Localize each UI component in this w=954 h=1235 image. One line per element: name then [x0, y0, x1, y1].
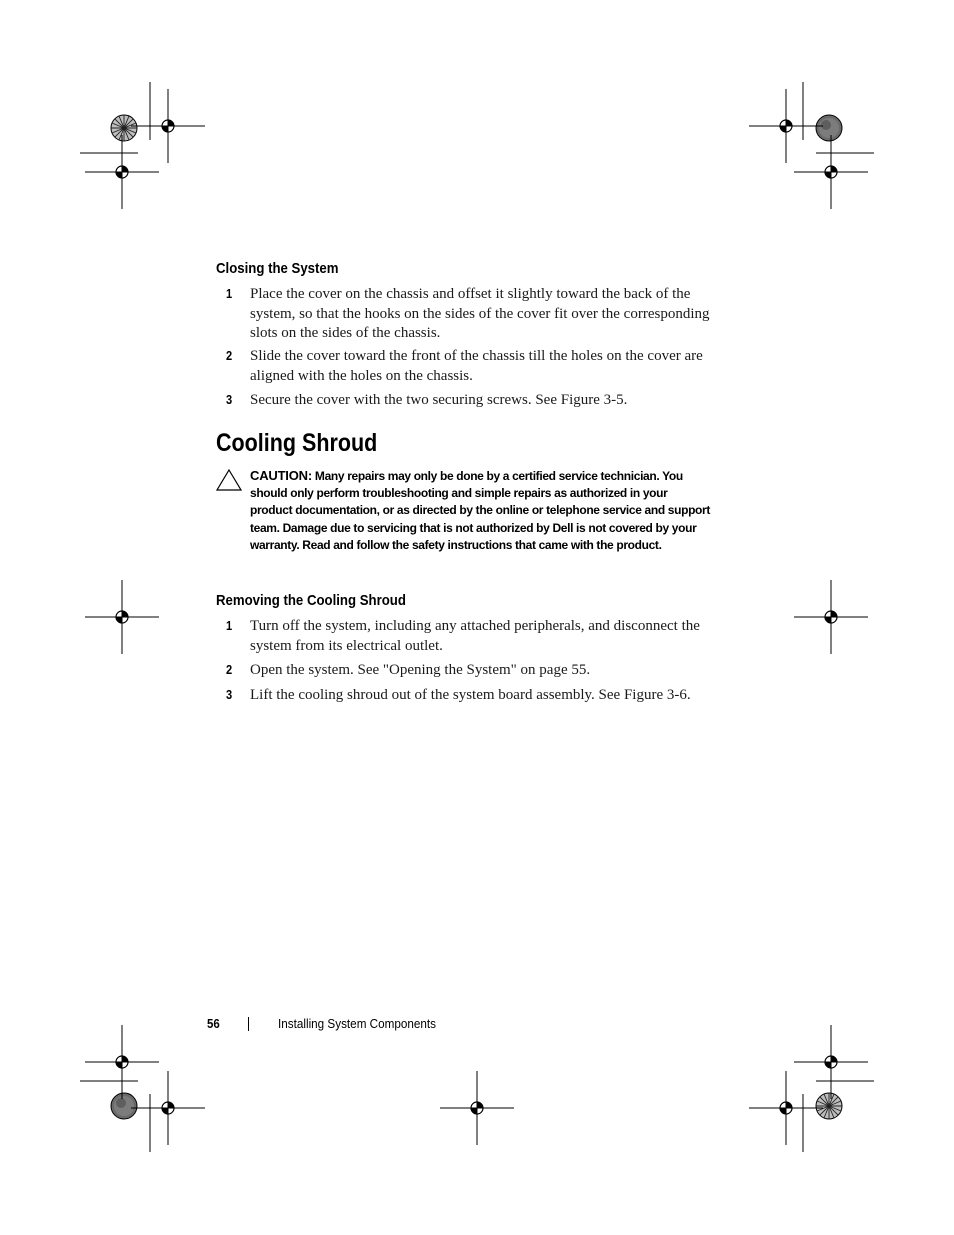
step-number: 2 — [226, 662, 233, 677]
step-text: Lift the cooling shroud out of the system board assembly. See Figure 3-6. — [250, 687, 691, 703]
step-number: 3 — [226, 687, 233, 702]
step-text: Slide the cover toward the front of the chassis till the holes on the cover are aligned with the holes on the chassis. — [250, 348, 703, 384]
step-text: Open the system. See "Opening the System" on page 55. — [250, 662, 591, 678]
step-number: 1 — [226, 618, 233, 633]
section-heading-closing: Closing the System — [216, 260, 339, 277]
step-number: 2 — [226, 348, 233, 363]
caution-text — [250, 467, 710, 554]
page-title: Cooling Shroud — [216, 429, 378, 457]
footer-divider — [248, 1017, 249, 1031]
footer-chapter-title: Installing System Components — [278, 1016, 437, 1031]
step-number: 3 — [226, 392, 233, 407]
caution-body: Many repairs may only be done by a certified service technician. You should only perform troubleshooting and simple repairs as authorized in your product documentation, or as directed by the online or telephone service and support team. Damage due to servicing that is not authorized by Dell is not covered by your warranty. Read and follow the safety instructions that came with the product. — [250, 469, 711, 552]
step-text: Place the cover on the chassis and offset it slightly toward the back of the system, so that the hooks on the sides of the cover fit over the corresponding slots on the sides of the chassis. — [250, 286, 710, 341]
step-text: Secure the cover with the two securing screws. See Figure 3-5. — [250, 392, 628, 408]
caution-triangle-icon — [216, 469, 242, 496]
step-text: Turn off the system, including any attached peripherals, and disconnect the system from its electrical outlet. — [250, 618, 700, 654]
page-number: 56 — [207, 1016, 220, 1031]
section-heading-removing: Removing the Cooling Shroud — [216, 592, 406, 609]
caution-label: CAUTION: — [250, 468, 312, 483]
step-number: 1 — [226, 286, 233, 301]
